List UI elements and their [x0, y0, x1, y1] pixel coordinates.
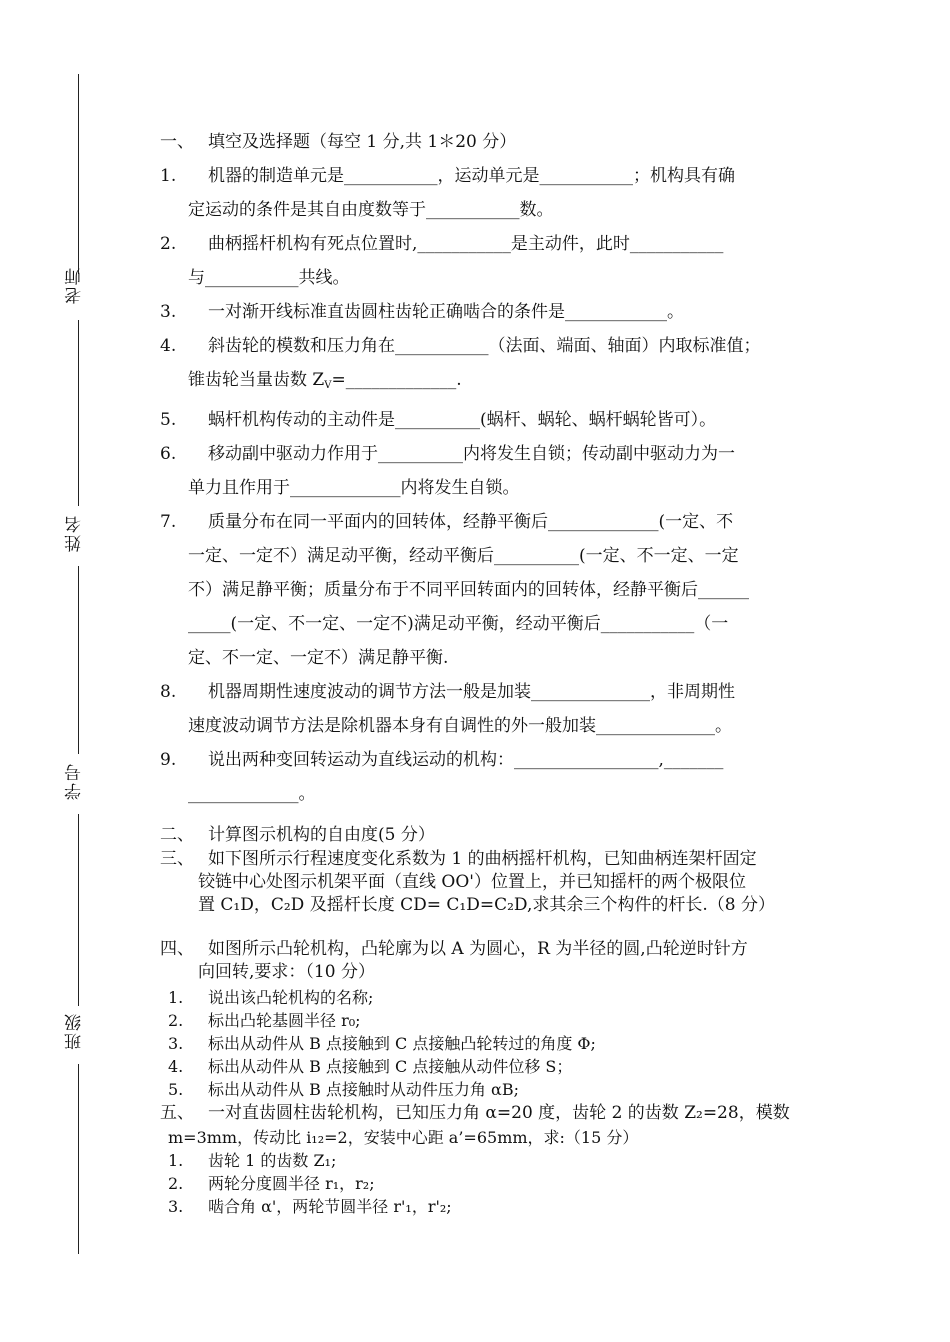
teacher-label: 老师 [65, 266, 85, 304]
question-text: _____(一定、不一定、一定不)满足动平衡，经动平衡后___________（一 [188, 614, 729, 634]
section-4-items [168, 986, 828, 1101]
item-number: 2. [168, 1174, 184, 1193]
item-text: 啮合角 α'，两轮节圆半径 r'₁，r'₂; [208, 1197, 452, 1216]
item-text: 标出从动件从 B 点接触到 C 点接触从动件位移 S； [208, 1057, 573, 1076]
item-number: 2. [168, 1011, 184, 1030]
question-7 [160, 505, 832, 675]
section-title: 计算图示机构的自由度(5 分） [208, 825, 435, 845]
section-text: 铰链中心处图示机架平面（直线 OO'）位置上，并已知摇杆的两个极限位 [198, 872, 746, 892]
question-number: 9. [160, 750, 177, 770]
margin-line-4 [78, 814, 79, 1006]
question-number: 1. [160, 166, 177, 186]
question-text: 单力且作用于_____________内将发生自锁。 [188, 478, 520, 498]
item-text: 标出从动件从 B 点接触到 C 点接触凸轮转过的角度 Φ; [208, 1034, 596, 1053]
question-text: 定运动的条件是其自由度数等于___________数。 [188, 200, 554, 220]
list-item [168, 1078, 828, 1101]
list-item [168, 1055, 828, 1078]
section-number: 二、 [160, 825, 194, 845]
name-label: 姓名 [65, 514, 85, 552]
question-text: 机器周期性速度波动的调节方法一般是加装______________，非周期性 [208, 682, 735, 702]
section-text: 一对直齿圆柱齿轮机构，已知压力角 α=20 度，齿轮 2 的齿数 Z₂=28，模数 [208, 1103, 790, 1123]
margin-line-2 [78, 320, 79, 506]
question-text: 一对渐开线标准直齿圆柱齿轮正确啮合的条件是____________。 [208, 302, 684, 322]
margin-line-3 [78, 566, 79, 754]
item-text: 齿轮 1 的齿数 Z₁; [208, 1151, 337, 1170]
question-text: 斜齿轮的模数和压力角在___________（法面、端面、轴面）内取标准值； [208, 336, 761, 356]
question-text: 蜗杆机构传动的主动件是__________(蜗杆、蜗轮、蜗杆蜗轮皆可）。 [208, 410, 717, 430]
section-text: 如图所示凸轮机构，凸轮廓为以 A 为圆心，R 为半径的圆,凸轮逆时针方 [208, 939, 748, 959]
text-part: =_____________. [331, 370, 462, 390]
item-number: 1. [168, 1151, 184, 1170]
section-text: 向回转,要求：（10 分） [198, 962, 375, 982]
student-id-label: 学号 [65, 762, 85, 800]
question-number: 8. [160, 682, 177, 702]
section-number: 四、 [160, 939, 194, 959]
question-text: 速度波动调节方法是除机器本身有自调性的外一般加装______________。 [188, 716, 732, 736]
question-text: 定、不一定、一定不）满足静平衡. [188, 648, 449, 668]
question-number: 7. [160, 512, 177, 532]
item-text: 标出凸轮基圆半径 r₀; [208, 1011, 361, 1030]
item-number: 5. [168, 1080, 184, 1099]
question-number: 3. [160, 302, 177, 322]
item-text: 标出从动件从 B 点接触时从动件压力角 αB; [208, 1080, 519, 1099]
section-3 [160, 848, 832, 917]
subscript: V [324, 380, 332, 391]
question-3 [160, 295, 832, 329]
list-item [168, 1009, 828, 1032]
question-2 [160, 227, 832, 295]
section-1-heading [160, 125, 832, 159]
section-4 [160, 938, 832, 984]
question-number: 4. [160, 336, 177, 356]
section-2 [160, 824, 832, 847]
section-text: 如下图所示行程速度变化系数为 1 的曲柄摇杆机构，已知曲柄连架杆固定 [208, 849, 757, 869]
question-text: 不）满足静平衡；质量分布于不同平回转面内的回转体，经静平衡后______ [188, 580, 749, 600]
section-number: 五、 [160, 1103, 194, 1123]
list-item [168, 1195, 828, 1218]
question-9 [160, 743, 832, 811]
question-text: 曲柄摇杆机构有死点位置时,___________是主动件，此时___________ [208, 234, 724, 254]
section-5-continued [168, 1126, 828, 1218]
item-number: 1. [168, 988, 184, 1007]
question-text [160, 363, 832, 403]
section-5 [160, 1102, 832, 1125]
question-number: 5. [160, 410, 177, 430]
item-number: 4. [168, 1057, 184, 1076]
class-label: 班级 [65, 1012, 85, 1050]
item-number: 3. [168, 1034, 184, 1053]
section-1 [160, 125, 832, 811]
list-item [168, 1032, 828, 1055]
question-text: 一定、一定不）满足动平衡，经动平衡后__________(一定、不一定、一定 [188, 546, 739, 566]
list-item [168, 986, 828, 1009]
section-number: 一、 [160, 132, 194, 152]
item-text: 两轮分度圆半径 r₁，r₂; [208, 1174, 375, 1193]
question-5 [160, 403, 832, 437]
section-title: 填空及选择题（每空 1 分,共 1＊20 分） [208, 132, 517, 152]
question-text: 说出两种变回转运动为直线运动的机构：_________________,_______ [208, 750, 724, 770]
list-item [168, 1172, 828, 1195]
list-item [168, 1149, 828, 1172]
question-number: 6. [160, 444, 177, 464]
question-number: 2. [160, 234, 177, 254]
item-text: 说出该凸轮机构的名称; [208, 988, 374, 1007]
question-text: 移动副中驱动力作用于__________内将发生自锁；传动副中驱动力为一 [208, 444, 735, 464]
margin-line-top [78, 74, 79, 274]
question-text: _____________。 [188, 784, 316, 804]
question-text: 机器的制造单元是___________，运动单元是___________；机构具有确 [208, 166, 735, 186]
item-number: 3. [168, 1197, 184, 1216]
question-4 [160, 329, 832, 403]
text-part: 锥齿轮当量齿数 Z [188, 370, 325, 390]
section-text: 置 C₁D，C₂D 及摇杆长度 CD= C₁D=C₂D,求其余三个构件的杆长.（8 分） [198, 895, 775, 915]
section-number: 三、 [160, 849, 194, 869]
section-text: m=3mm，传动比 i₁₂=2，安装中心距 a’=65mm，求:（15 分） [168, 1128, 639, 1147]
margin-line-bottom [78, 1064, 79, 1254]
question-text: 质量分布在同一平面内的回转体，经静平衡后_____________(一定、不 [208, 512, 734, 532]
question-text: 与___________共线。 [188, 268, 350, 288]
question-8 [160, 675, 832, 743]
question-1 [160, 159, 832, 227]
question-6 [160, 437, 832, 505]
